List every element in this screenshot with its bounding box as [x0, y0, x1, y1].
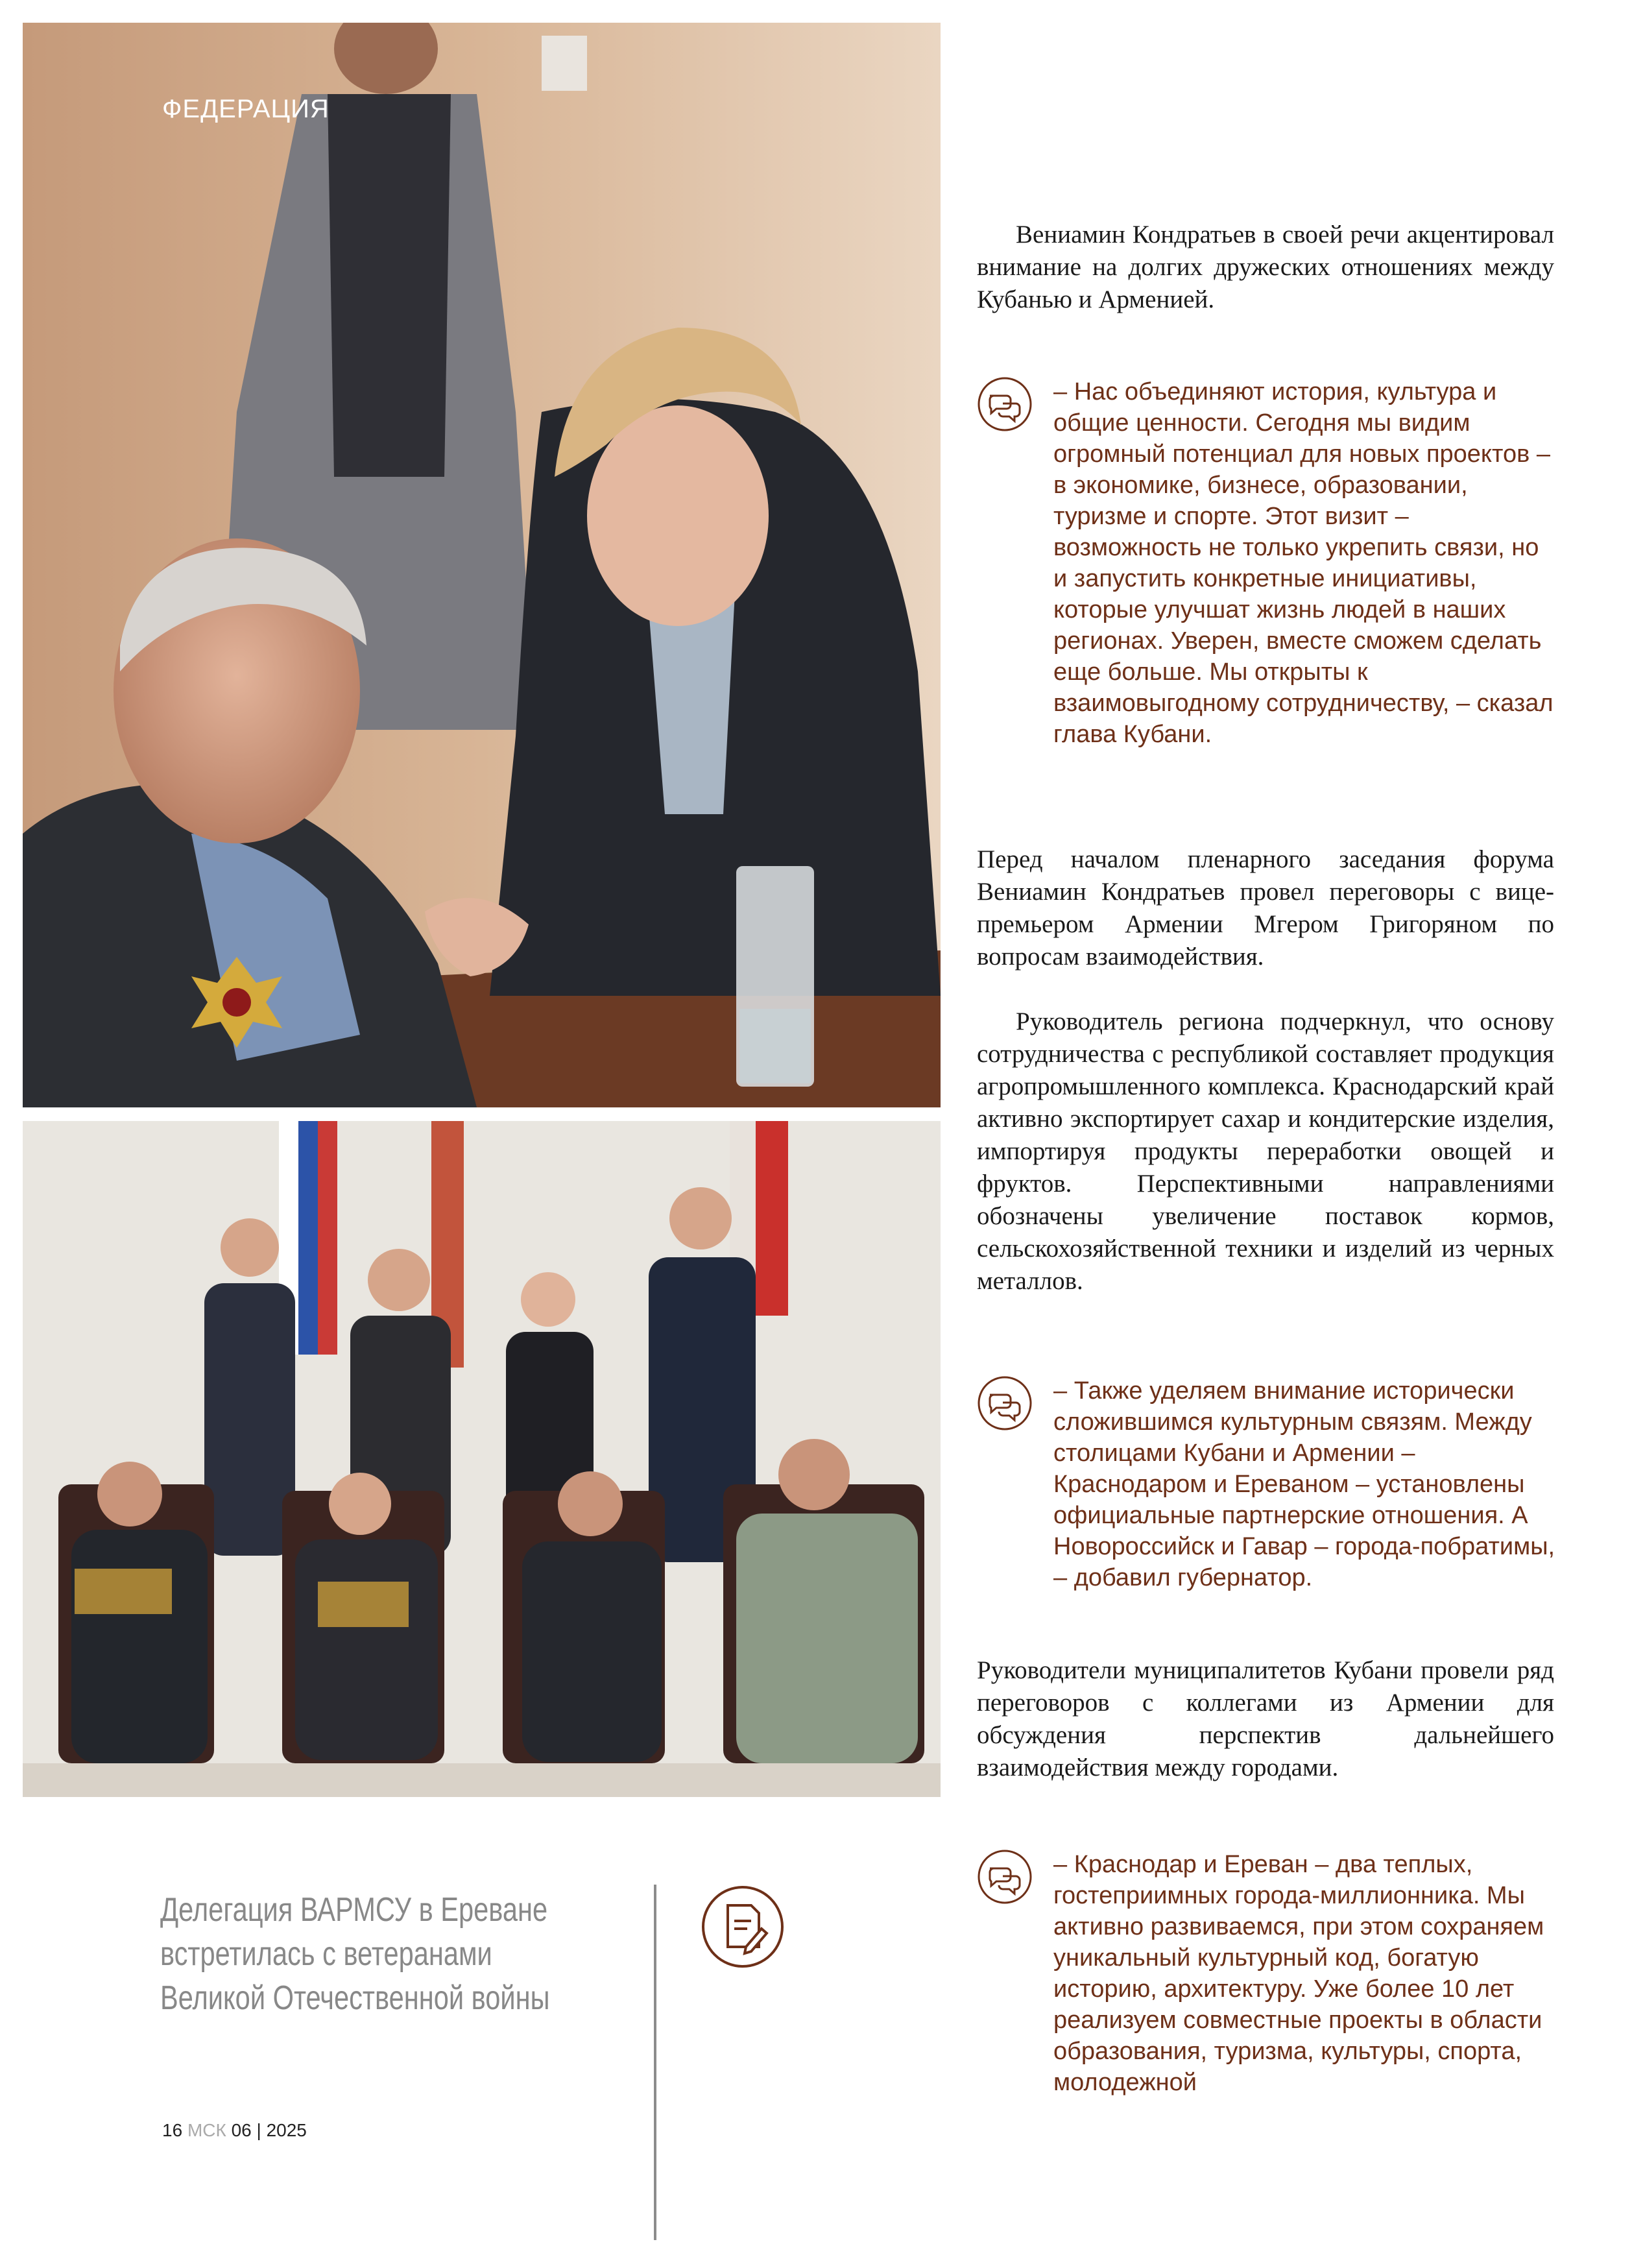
photo-group-veterans	[23, 1121, 941, 1797]
photo-caption: Делегация ВАРМСУ в Ереване встретилась с ветеранами Великой Отечественной войны	[160, 1891, 550, 2017]
page-footer	[162, 2120, 307, 2141]
page-number: 16	[162, 2120, 183, 2140]
quote-text-2: – Также уделяем внимание исторически сложившимся культурным связям. Между столицами Кубани и Армении – Краснодаром и Ереваном – установлены официальные партнерские отношения. А Новороссийск и Гавар – города-побратимы, – добавил губернатор.	[1053, 1377, 1555, 1591]
footer-separator: |	[256, 2120, 261, 2140]
issue-number: 06	[231, 2120, 252, 2140]
paragraph-municipalities: Руководители муниципалитетов Кубани провели ряд переговоров с коллегами из Армении для обсуждения перспектив дальнейшего взаимодействия между городами.	[977, 1656, 1554, 1781]
document-pen-icon	[701, 1885, 785, 1969]
paragraph-negotiations: Перед началом пленарного заседания форума Вениамин Кондратьев провел переговоры с вице-премьером Армении Мгером Григоряном по вопросам взаимодействия.	[977, 845, 1554, 971]
issue-year: 2025	[266, 2120, 307, 2140]
magazine-brand: МСК	[187, 2120, 226, 2140]
photo-award-ceremony-image	[23, 23, 941, 1107]
chat-bubbles-icon	[977, 1849, 1033, 1905]
photo-award-ceremony	[23, 23, 941, 1107]
photo-group-veterans-image	[23, 1121, 941, 1797]
chat-bubbles-icon	[977, 1375, 1033, 1431]
paragraph-intro: Вениамин Кондратьев в своей речи акцентировал внимание на долгих дружеских отношениях между Кубанью и Арменией.	[977, 221, 1554, 313]
chat-bubbles-icon	[977, 376, 1033, 432]
caption-divider	[654, 1885, 656, 2240]
quote-text-1: – Нас объединяют история, культура и общие ценности. Сегодня мы видим огромный потенциал для новых проектов – в экономике, бизнесе, образовании, туризме и спорте. Этот визит – возможность не только укрепить связи, но и запустить конкретные инициативы, которые улучшат жизнь людей в наших регионах. Уверен, вместе сможем сделать еще больше. Мы открыты к взаимовыгодному сотрудничеству, – сказал глава Кубани.	[1053, 378, 1554, 748]
section-label: ФЕДЕРАЦИЯ	[162, 95, 330, 123]
paragraph-cooperation: Руководитель региона подчеркнул, что основу сотрудничества с республикой составляет продукция агропромышленного комплекса. Краснодарский край активно экспортирует сахар и кондитерские изделия, импортируя продукты переработки овощей и фруктов. Перспективными направлениями обозначены увеличение поставок кормов, сельскохозяйственной техники и изделий из черных металлов.	[977, 1007, 1554, 1295]
quote-text-3: – Краснодар и Ереван – два теплых, гостеприимных города-миллионника. Мы активно развиваемся, при этом сохраняем уникальный культурный код, богатую историю, архитектуру. Уже более 10 лет реализуем совместные проекты в области образования, туризма, культуры, спорта, молодежной	[1053, 1851, 1544, 2096]
